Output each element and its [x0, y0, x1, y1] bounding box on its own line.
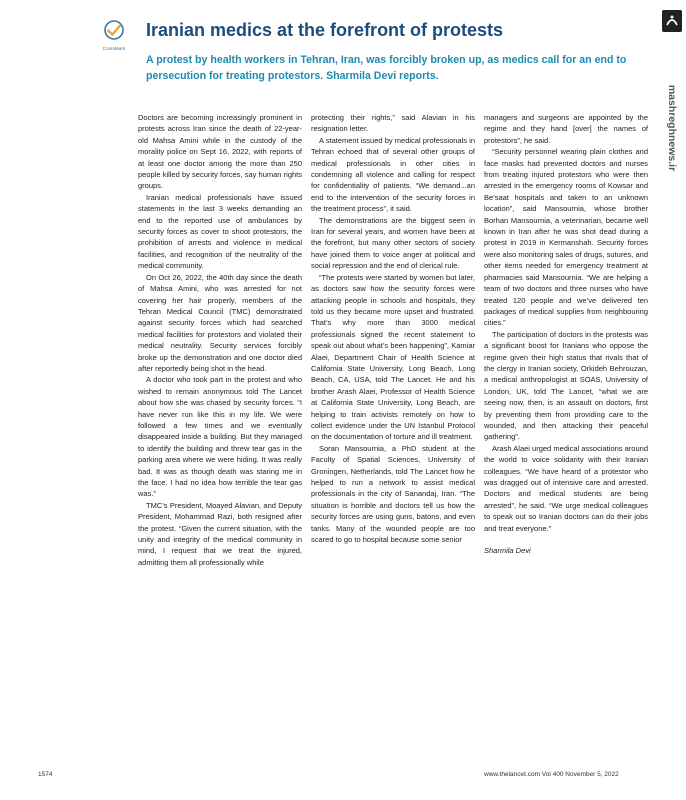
crossmark-label: CrossMark	[102, 46, 126, 51]
paragraph: “Security personnel wearing plain clothes and face masks had prevented doctors and nurses from treating injured protestors who were then arrested in the emergency rooms of Kowsar and Be’saat hospitals and taken to an unknown location”, said Mansournia, whose brother Borhan Mansournia, a veterinarian, became well known in Iran after he was shot dead during a protest in 2019 in Kermanshah. Security forces were also monitoring sales of drugs, sutures, and other items needed for emergency treatment at pharmacies said Mansournia. “We are helping a team of two doctors and three nurses who have treated 120 people and we’ve delivered ten packages of medical supplies from neighbouring cities.”	[484, 147, 648, 328]
watermark-logo-icon	[662, 10, 682, 32]
article-standfirst: A protest by health workers in Tehran, Iran, was forcibly broken up, as medics call for an end to persecution for treating protestors. Sharmila Devi reports.	[146, 54, 627, 82]
author-byline: Sharmila Devi	[484, 546, 531, 556]
watermark-text: mashreghnews.ir	[666, 84, 678, 172]
paragraph: The participation of doctors in the protests was a significant boost for Iranians who oppose the regime given their high status that rivals that of the clergy in Iranian society, Orkideh Behrouzan, a medical anthropologist at SOAS, University of London, UK, told The Lancet, “what we are seeing now, then, is an assault on doctors, first by preventing them from providing care to the wounded, and then attacking their peaceful gathering”.	[484, 329, 648, 442]
paragraph: A doctor who took part in the protest and who wished to remain anonymous told The Lancet about how she was chased by security forces. “I have never run like this in my life. We were followed a few times and we eventually disappeared inside a building. But they managed to identify the building and threw tear gas in the parking area where we were hiding. It was really bad. It was as though death was staring me in the face. I had no idea how terrible the tear gas was.”	[138, 375, 302, 499]
paragraph: Iranian medical professionals have issued statements in the last 3 weeks demanding an end to the reported use of ambulances by security forces as cover to shoot protestors, the prohibition of arrests and violence in medical facilities, and recognition of the neutrality of the medical community.	[138, 192, 302, 271]
paragraph: A statement issued by medical professionals in Tehran echoed that of several other groups of medical professionals in other cities in condemning all violence and calling for respect for confidentiality of patients. “We demand...an end to the intervention of the security forces in the treatment process”, it said.	[311, 135, 475, 214]
watermark	[664, 10, 680, 200]
paragraph: “The protests were started by women but later, as doctors saw how the security forces were attacking people in schools and hospitals, they told us they became more upset and frustrated. That’s why more than 3000 medical professionals signed the recent statement to speak out about what’s been happening”, Kamiar Alaei, Department Chair of Health Science at California State University, Long Beach, Long Beach, CA, USA, told The Lancet. He and his brother Arash Alaei, Professor of Health Science at California State University, Long Beach, are helping to train activists remotely on how to collect evidence under the UN Istanbul Protocol on the documentation of torture and ill treatment.	[311, 272, 475, 442]
paragraph: managers and surgeons are appointed by the regime and they hand [over] the names of protestors”, he said.	[484, 113, 648, 145]
article-headline: Iranian medics at the forefront of protests	[146, 20, 504, 40]
paragraph: Doctors are becoming increasingly prominent in protests across Iran since the death of 22-year-old Mahsa Amini while in the custody of the morality police on Sept 16, 2022, with reports of at least one doctor among the more than 250 people killed by security forces, say human rights groups.	[138, 113, 302, 191]
article-column-2	[311, 112, 475, 545]
paragraph: protecting their rights,” said Alavian in his resignation letter.	[311, 113, 475, 134]
paragraph: Arash Alaei urged medical associations around the world to voice solidarity with their Iranian colleagues. “We have heard of a protestor who was dragged out of intensive care and arrested. Doctors and medical students are being arrested”, he said. “We urge medical colleagues to speak out so Iranian doctors can do their jobs and treat everyone.”	[484, 443, 648, 533]
paragraph: On Oct 26, 2022, the 40th day since the death of Mahsa Amini, who was arrested for not covering her hair properly, members of the Tehran Medical Council (TMC) demonstrated against security forces which had searched medical facilities for protestors and violated their medical neutrality. Security services forcibly broke up the demonstration and one doctor died after reportedly being shot in the head.	[138, 272, 302, 373]
journal-info: www.thelancet.com Vol 400 November 5, 2022	[484, 771, 619, 778]
article-column-1	[138, 112, 302, 568]
paragraph: TMC’s President, Moayed Alavian, and Deputy President, Mohammad Razi, both resigned after the protest. “Given the current situation, with the unity and integrity of the medical community in mind, I request that we treat the injured, admitting them all professionally while	[138, 500, 302, 567]
paragraph: Soran Mansournia, a PhD student at the Faculty of Spatial Sciences, University of Groningen, Netherlands, told The Lancet how he helped to run a network to assist medical professionals in the city of Sanandaj, Iran. “The situation is horrible and doctors tell us how the security forces are using guns, batons, and even tanks. Many of the wounded people are too scared to go to hospital because some senior	[311, 443, 475, 545]
page-number: 1574	[38, 771, 53, 778]
crossmark-badge[interactable]	[99, 20, 129, 51]
crossmark-icon	[104, 20, 124, 40]
article-column-3	[484, 112, 648, 556]
paragraph: The demonstrations are the biggest seen in Iran for several years, and women have been at the forefront, but many other sectors of society have joined them to voice anger at political and social repression and the end of clerical rule.	[311, 215, 475, 271]
